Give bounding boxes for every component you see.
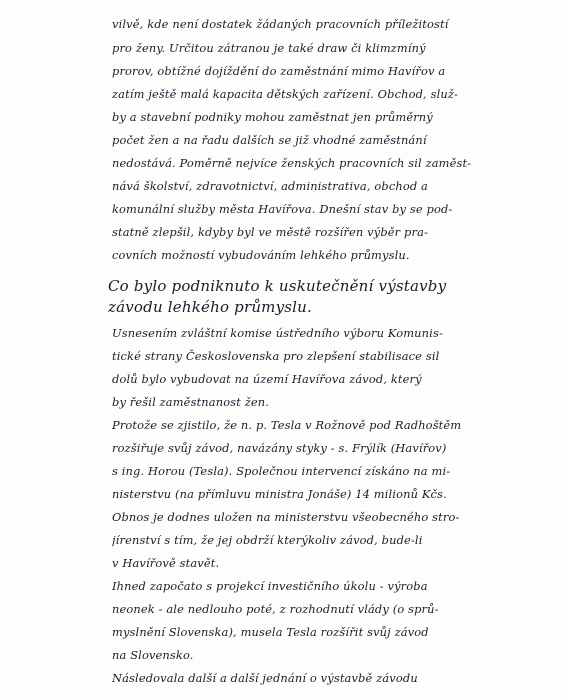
text-line: myslnění Slovenska), musela Tesla rozšířit svůj závod (112, 625, 429, 639)
text-line: covních možností vybudováním lehkého průmyslu. (112, 248, 410, 262)
text-line: na Slovensko. (112, 648, 194, 662)
text-line: dolů bylo vybudovat na území Havířova závod, který (112, 372, 422, 386)
text-line: nisterstvu (na přímluvu ministra Jonáše) 14 milionů Kčs. (112, 487, 447, 501)
text-line: Protože se zjistilo, že n. p. Tesla v Rožnově pod Radhoštěm (112, 418, 462, 432)
text-line: nává školství, zdravotnictví, administrativa, obchod a (112, 179, 428, 193)
text-line: jírenství s tím, že jej obdrží kterýkoliv závod, bude-li (112, 533, 423, 547)
text-line: vilvě, kde není dostatek žádaných pracovních příležitostí (112, 17, 449, 31)
text-line: Usnesením zvláštní komise ústředního výboru Komunis- (112, 326, 443, 340)
text-line: rozšiřuje svůj závod, navázány styky - s. Frýlík (Havířov) (112, 441, 447, 455)
text-line: neonek - ale nedlouho poté, z rozhodnutí vlády (o sprů- (112, 602, 439, 616)
text-line: s ing. Horou (Tesla). Společnou intervencí získáno na mi- (112, 464, 451, 478)
text-line: tické strany Československa pro zlepšení stabilisace sil (112, 349, 440, 363)
text-line: komunální služby města Havířova. Dnešní stav by se pod- (112, 202, 453, 216)
text-line: Obnos je dodnes uložen na ministerstvu všeobecného stro- (112, 510, 460, 524)
text-line: zatím ještě malá kapacita dětských zařízení. Obchod, služ- (112, 87, 459, 101)
text-line: počet žen a na řadu dalších se již vhodné zaměstnání (112, 133, 427, 147)
heading-line: Co bylo podniknuto k uskutečnění výstavby (108, 277, 447, 295)
text-line: v Havířově stavět. (112, 556, 220, 570)
text-line: by řešil zaměstnanost žen. (112, 395, 270, 409)
text-line: pro ženy. Určitou zátranou je také draw či klimzmíný (112, 41, 426, 55)
text-line: nedostává. Poměrně nejvíce ženských pracovních sil zaměst- (112, 156, 472, 170)
text-line: statně zlepšil, kdyby byl ve městě rozšířen výběr pra- (112, 225, 429, 239)
text-line: Ihned započato s projekcí investičního úkolu - výroba (112, 579, 428, 593)
text-line: Následovala další a další jednání o výstavbě závodu (112, 671, 418, 685)
text-line: by a stavební podniky mohou zaměstnat jen průměrný (112, 110, 433, 124)
text-line: prorov, obtížné dojíždění do zaměstnání mimo Havířov a (112, 64, 446, 78)
heading-line: závodu lehkého průmyslu. (108, 298, 312, 316)
